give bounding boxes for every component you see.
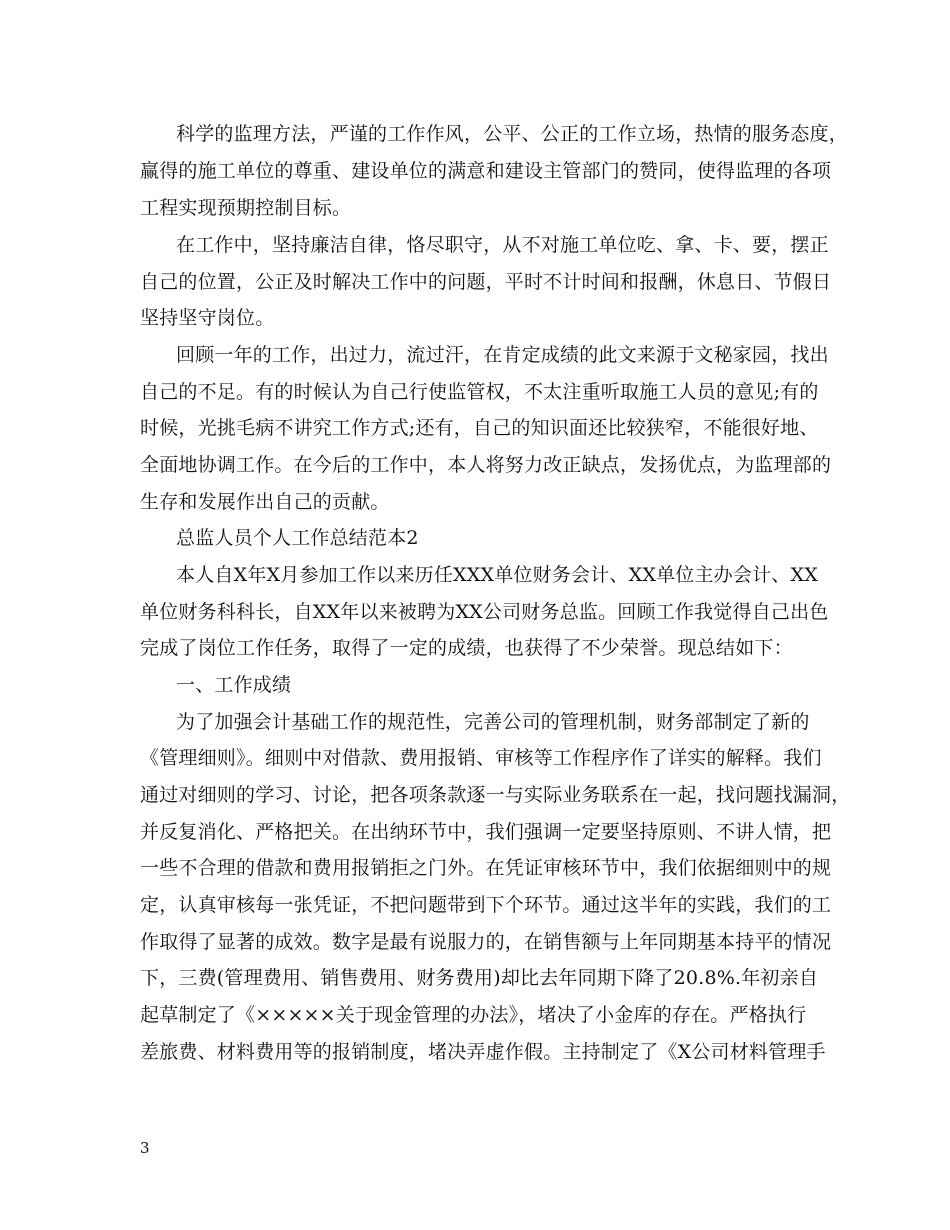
- text-line: 完成了岗位工作任务，取得了一定的成绩，也获得了不少荣誉。现总结如下：: [140, 637, 793, 659]
- text-line: 作取得了显著的成效。数字是最有说服力的，在销售额与上年同期基本持平的情况: [140, 931, 832, 953]
- text-line: 一些不合理的借款和费用报销拒之门外。在凭证审核环节中，我们依据细则中的规: [140, 857, 832, 879]
- text-line: 定，认真审核每一张凭证，不把问题带到下个环节。通过这半年的实践，我们的工: [140, 894, 832, 916]
- subsection-heading: 一、工作成绩: [176, 674, 292, 696]
- text-line: 坚持坚守岗位。: [140, 307, 275, 329]
- text-line: 自己的位置，公正及时解决工作中的问题，平时不计时间和报酬，休息日、节假日: [140, 271, 832, 293]
- text-line: 下，三费(管理费用、销售费用、财务费用)却比去年同期下降了20.8%.年初亲自: [140, 967, 819, 989]
- text-line: 工程实现预期控制目标。: [140, 197, 352, 219]
- text-line: 自己的不足。有的时候认为自己行使监管权，不太注重听取施工人员的意见;有的: [140, 381, 819, 403]
- text-line: 在工作中，坚持廉洁自律，恪尽职守，从不对施工单位吃、拿、卡、要，摆正: [176, 234, 829, 256]
- text-line: 赢得的施工单位的尊重、建设单位的满意和建设主管部门的赞同，使得监理的各项: [140, 160, 832, 182]
- text-line: 起草制定了《×××××关于现金管理的办法》，堵决了小金库的存在。严格执行: [140, 1004, 807, 1026]
- text-line: 科学的监理方法，严谨的工作作风，公平、公正的工作立场，热情的服务态度，: [176, 123, 849, 145]
- text-line: 《管理细则》。细则中对借款、费用报销、审核等工作程序作了详实的解释。我们: [140, 747, 822, 769]
- text-line: 全面地协调工作。在今后的工作中，本人将努力改正缺点，发扬优点，为监理部的: [140, 454, 832, 476]
- text-line: 并反复消化、严格把关。在出纳环节中，我们强调一定要坚持原则、不讲人情，把: [140, 821, 832, 843]
- text-line: 通过对细则的学习、讨论，把各项条款逐一与实际业务联系在一起，找问题找漏洞，: [140, 784, 851, 806]
- text-line: 为了加强会计基础工作的规范性，完善公司的管理机制，财务部制定了新的: [176, 711, 810, 733]
- text-line: 差旅费、材料费用等的报销制度，堵决弄虚作假。主持制定了《X公司材料管理手: [140, 1041, 826, 1063]
- text-line: 生存和发展作出自己的贡献。: [140, 491, 390, 513]
- text-line: 本人自X年X月参加工作以来历任XXX单位财务会计、XX单位主办会计、XX: [176, 564, 818, 586]
- text-line: 回顾一年的工作，出过力，流过汗，在肯定成绩的此文来源于文秘家园，找出: [176, 344, 829, 366]
- text-line: 时候，光挑毛病不讲究工作方式;还有，自己的知识面还比较狭窄，不能很好地、: [140, 417, 819, 439]
- section-heading: 总监人员个人工作总结范本2: [176, 527, 419, 549]
- text-line: 单位财务科科长，自XX年以来被聘为XX公司财务总监。回顾工作我觉得自己出色: [140, 601, 829, 623]
- page-number: 3: [140, 1139, 150, 1157]
